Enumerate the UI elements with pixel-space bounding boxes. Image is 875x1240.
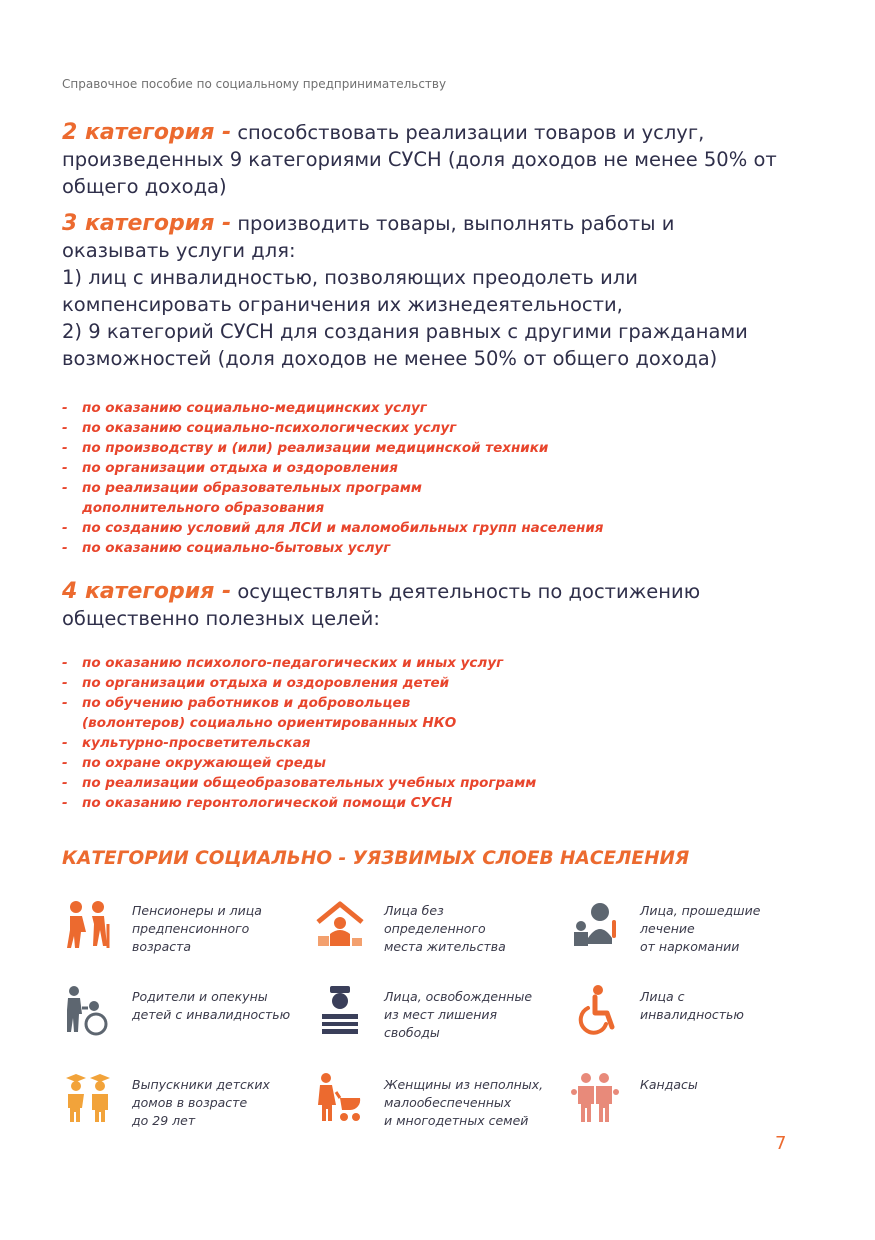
prisoner-icon [314,984,366,1036]
category-3-activities-list [62,398,603,558]
category-4-title: 4 категория - [62,579,232,604]
group-kandas [570,1070,820,1130]
group-label: Выпускники детских домов в возрасте до 29 лет [132,1077,270,1128]
group-disabled [570,982,820,1042]
group-label: Лица, освобожденные из мест лишения свободы [384,989,533,1040]
category-4-paragraph [62,578,782,632]
group-label: Лица с инвалидностью [640,989,744,1022]
elderly-couple-icon [62,898,114,950]
list-item: - по оказанию социально-психологических услуг [62,420,457,436]
group-label: Родители и опекуны детей с инвалидностью [132,989,291,1022]
list-item: - по оказанию социально-медицинских услуг [62,400,427,416]
doctor-patient-icon [570,898,622,950]
list-item: - по обучению работников и добровольцев (волонтеров) социально ориентированных НКО [62,695,457,731]
category-3-text: производить товары, выполнять работы и оказывать услуги для: [62,212,675,262]
list-item: - по организации отдыха и оздоровления [62,460,398,476]
category-4-text: осуществлять деятельность по достижению общественно полезных целей: [62,580,701,630]
group-label: Женщины из неполных, малообеспеченных и многодетных семей [384,1077,544,1128]
category-3-title: 3 категория - [62,211,232,236]
category-3-line-1: 1) лиц с инвалидностью, позволяющих преодолеть или компенсировать ограничения их жизнедеятельности, [62,266,638,316]
category-4-activities-list [62,653,536,813]
category-3-paragraph [62,210,782,372]
group-ex-prisoners [314,982,564,1042]
list-item: - по организации отдыха и оздоровления детей [62,675,450,691]
list-item: - по созданию условий для ЛСИ и маломобильных групп населения [62,520,604,536]
running-header: Справочное пособие по социальному предпринимательству [62,77,447,91]
group-pensioners [62,896,312,956]
group-drug-treatment [570,896,820,956]
vulnerable-groups-heading: КАТЕГОРИИ СОЦИАЛЬНО - УЯЗВИМЫХ СЛОЕВ НАСЕЛЕНИЯ [62,848,690,869]
category-3-line-2: 2) 9 категорий СУСН для создания равных с другими гражданами возможностей (доля доходов не менее 50% от общего дохода) [62,320,748,370]
list-item: - по реализации образовательных программ дополнительного образования [62,480,422,516]
mother-stroller-icon [314,1072,366,1124]
group-orphanage-graduates [62,1070,312,1130]
list-item: - по охране окружающей среды [62,755,326,771]
group-women-families [314,1070,564,1130]
list-item: - по оказанию социально-бытовых услуг [62,540,391,556]
list-item: - культурно-просветительская [62,735,311,751]
list-item: - по оказанию геронтологической помощи СУСН [62,795,453,811]
group-parents-disabled-children [62,982,312,1042]
kandas-people-icon [570,1072,622,1124]
category-2-title: 2 категория - [62,120,232,145]
page-number: 7 [775,1133,787,1154]
group-label: Лица, прошедшие лечение от наркомании [640,903,761,954]
group-label: Пенсионеры и лица предпенсионного возраста [132,903,262,954]
list-item: - по оказанию психолого-педагогических и иных услуг [62,655,504,671]
homeless-icon [314,898,366,950]
group-label: Кандасы [640,1077,698,1092]
group-label: Лица без определенного места жительства [384,903,506,954]
category-2-paragraph [62,119,782,200]
group-homeless [314,896,564,956]
list-item: - по реализации общеобразовательных учебных программ [62,775,537,791]
parent-wheelchair-child-icon [62,984,114,1036]
list-item: - по производству и (или) реализации медицинской техники [62,440,549,456]
vulnerable-groups-grid [62,896,812,1136]
wheelchair-icon [570,984,622,1036]
category-2-text: способствовать реализации товаров и услуг, произведенных 9 категориями СУСН (доля доходов не менее 50% от общего дохода) [62,121,777,198]
graduates-icon [62,1072,114,1124]
